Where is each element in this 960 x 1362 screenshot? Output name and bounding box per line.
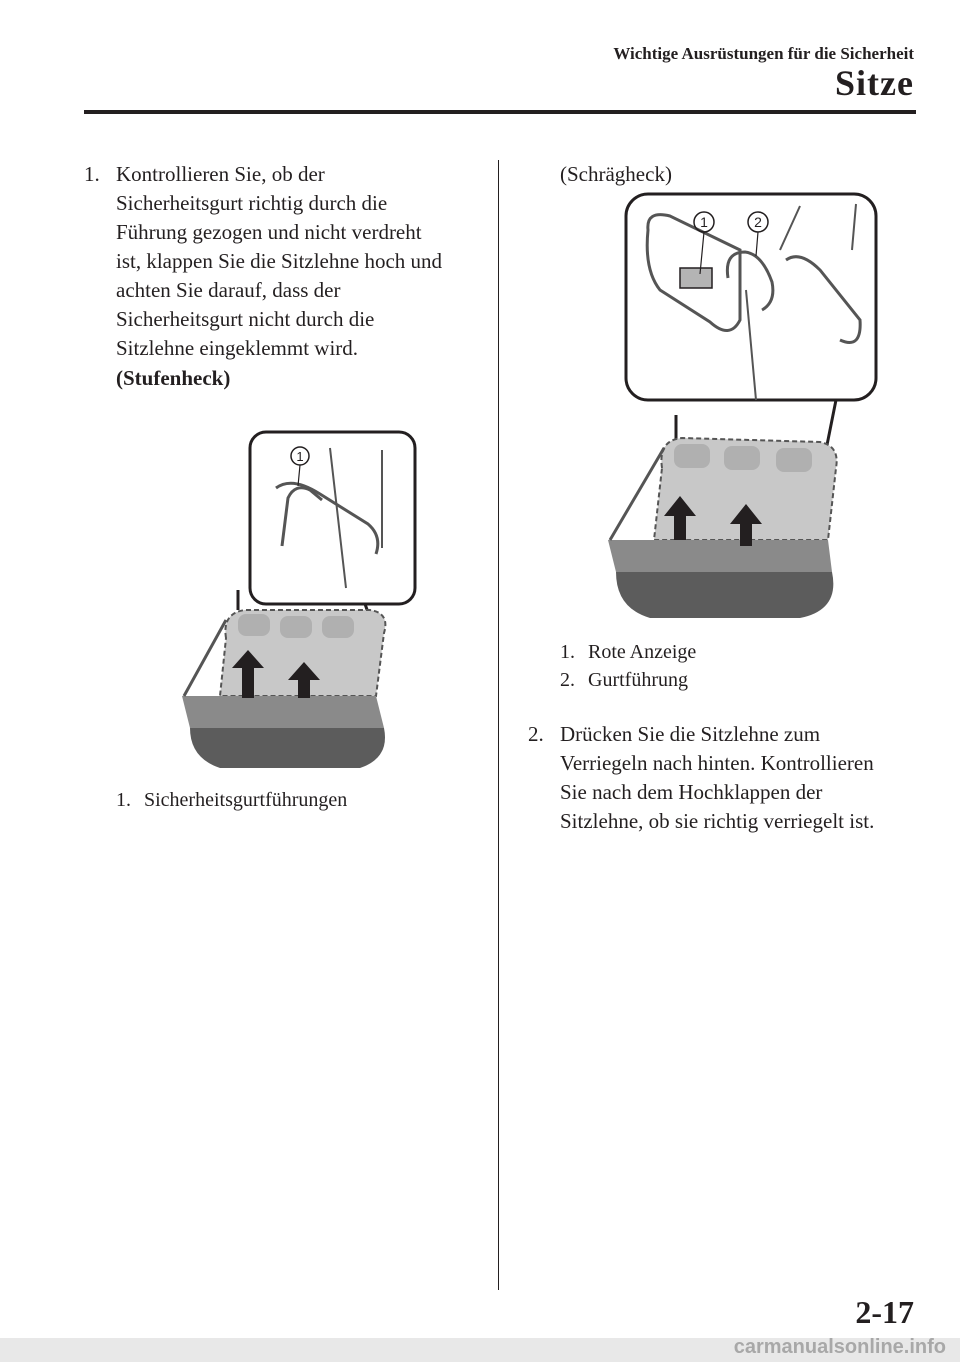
callout-label-2: 2 bbox=[754, 214, 762, 230]
page-number: 2-17 bbox=[855, 1294, 914, 1330]
header-divider bbox=[84, 110, 916, 114]
caption-label: Gurtführung bbox=[588, 669, 688, 691]
step-1-line: Kontrollieren Sie, ob der bbox=[116, 162, 325, 186]
headrest bbox=[280, 616, 312, 638]
seat-base bbox=[182, 696, 384, 728]
callout-label-1: 1 bbox=[700, 214, 708, 230]
caption-item bbox=[560, 666, 696, 694]
step-1-number: 1. bbox=[84, 162, 100, 186]
headrest bbox=[776, 448, 812, 472]
step-1-line: Sicherheitsgurt richtig durch die bbox=[116, 191, 388, 215]
step-1 bbox=[84, 160, 484, 363]
section-subtitle: Wichtige Ausrüstungen für die Sicherheit bbox=[613, 44, 914, 63]
step-2-line: Verriegeln nach hinten. Kontrollieren bbox=[560, 751, 874, 775]
zoom-pointer-line bbox=[826, 400, 836, 450]
step-1-line: Führung gezogen und nicht verdreht bbox=[116, 220, 422, 244]
seat-cushion bbox=[190, 728, 385, 768]
watermark-url[interactable]: carmanualsonline.info bbox=[733, 1336, 946, 1358]
sedan-seat-illustration bbox=[170, 428, 420, 773]
caption-number: 1. bbox=[116, 789, 131, 811]
hatch-heading: (Schrägheck) bbox=[560, 162, 672, 186]
seat-belt-line bbox=[184, 620, 226, 696]
step-1-line: Sicherheitsgurt nicht durch die bbox=[116, 307, 375, 331]
callout-label-1: 1 bbox=[296, 449, 304, 464]
step-2-line: Sie nach dem Hochklappen der bbox=[560, 780, 823, 804]
step-2-line: Sitzlehne, ob sie richtig verriegelt ist. bbox=[560, 809, 875, 833]
step-1-line: ist, klappen Sie die Sitzlehne hoch und bbox=[116, 249, 443, 273]
headrest bbox=[724, 446, 760, 470]
headrest bbox=[322, 616, 354, 638]
zoom-detail-box bbox=[250, 432, 415, 604]
zoom-detail-box bbox=[626, 194, 876, 400]
caption-label: Sicherheitsgurtführungen bbox=[144, 789, 348, 811]
step-1-line: Sitzlehne eingeklemmt wird. bbox=[116, 336, 359, 360]
page-title: Sitze bbox=[835, 63, 914, 103]
step-1-line: achten Sie darauf, dass der bbox=[116, 278, 341, 302]
sedan-heading: (Stufenheck) bbox=[116, 366, 231, 390]
caption-label: Rote Anzeige bbox=[588, 641, 697, 663]
step-2-line: Drücken Sie die Sitzlehne zum bbox=[560, 722, 821, 746]
figure-1-caption bbox=[116, 786, 347, 814]
seat-base bbox=[608, 540, 832, 572]
red-indicator bbox=[680, 268, 712, 288]
step-2-number: 2. bbox=[528, 722, 544, 746]
caption-number: 2. bbox=[560, 669, 575, 691]
headrest bbox=[238, 614, 270, 636]
caption-number: 1. bbox=[560, 641, 575, 663]
figure-2-captions bbox=[560, 638, 696, 694]
seat-cushion bbox=[616, 572, 833, 618]
caption-item bbox=[560, 638, 696, 666]
headrest bbox=[674, 444, 710, 468]
step-2 bbox=[528, 720, 928, 836]
hatchback-seat-illustration bbox=[600, 190, 880, 625]
column-divider bbox=[498, 160, 499, 1290]
